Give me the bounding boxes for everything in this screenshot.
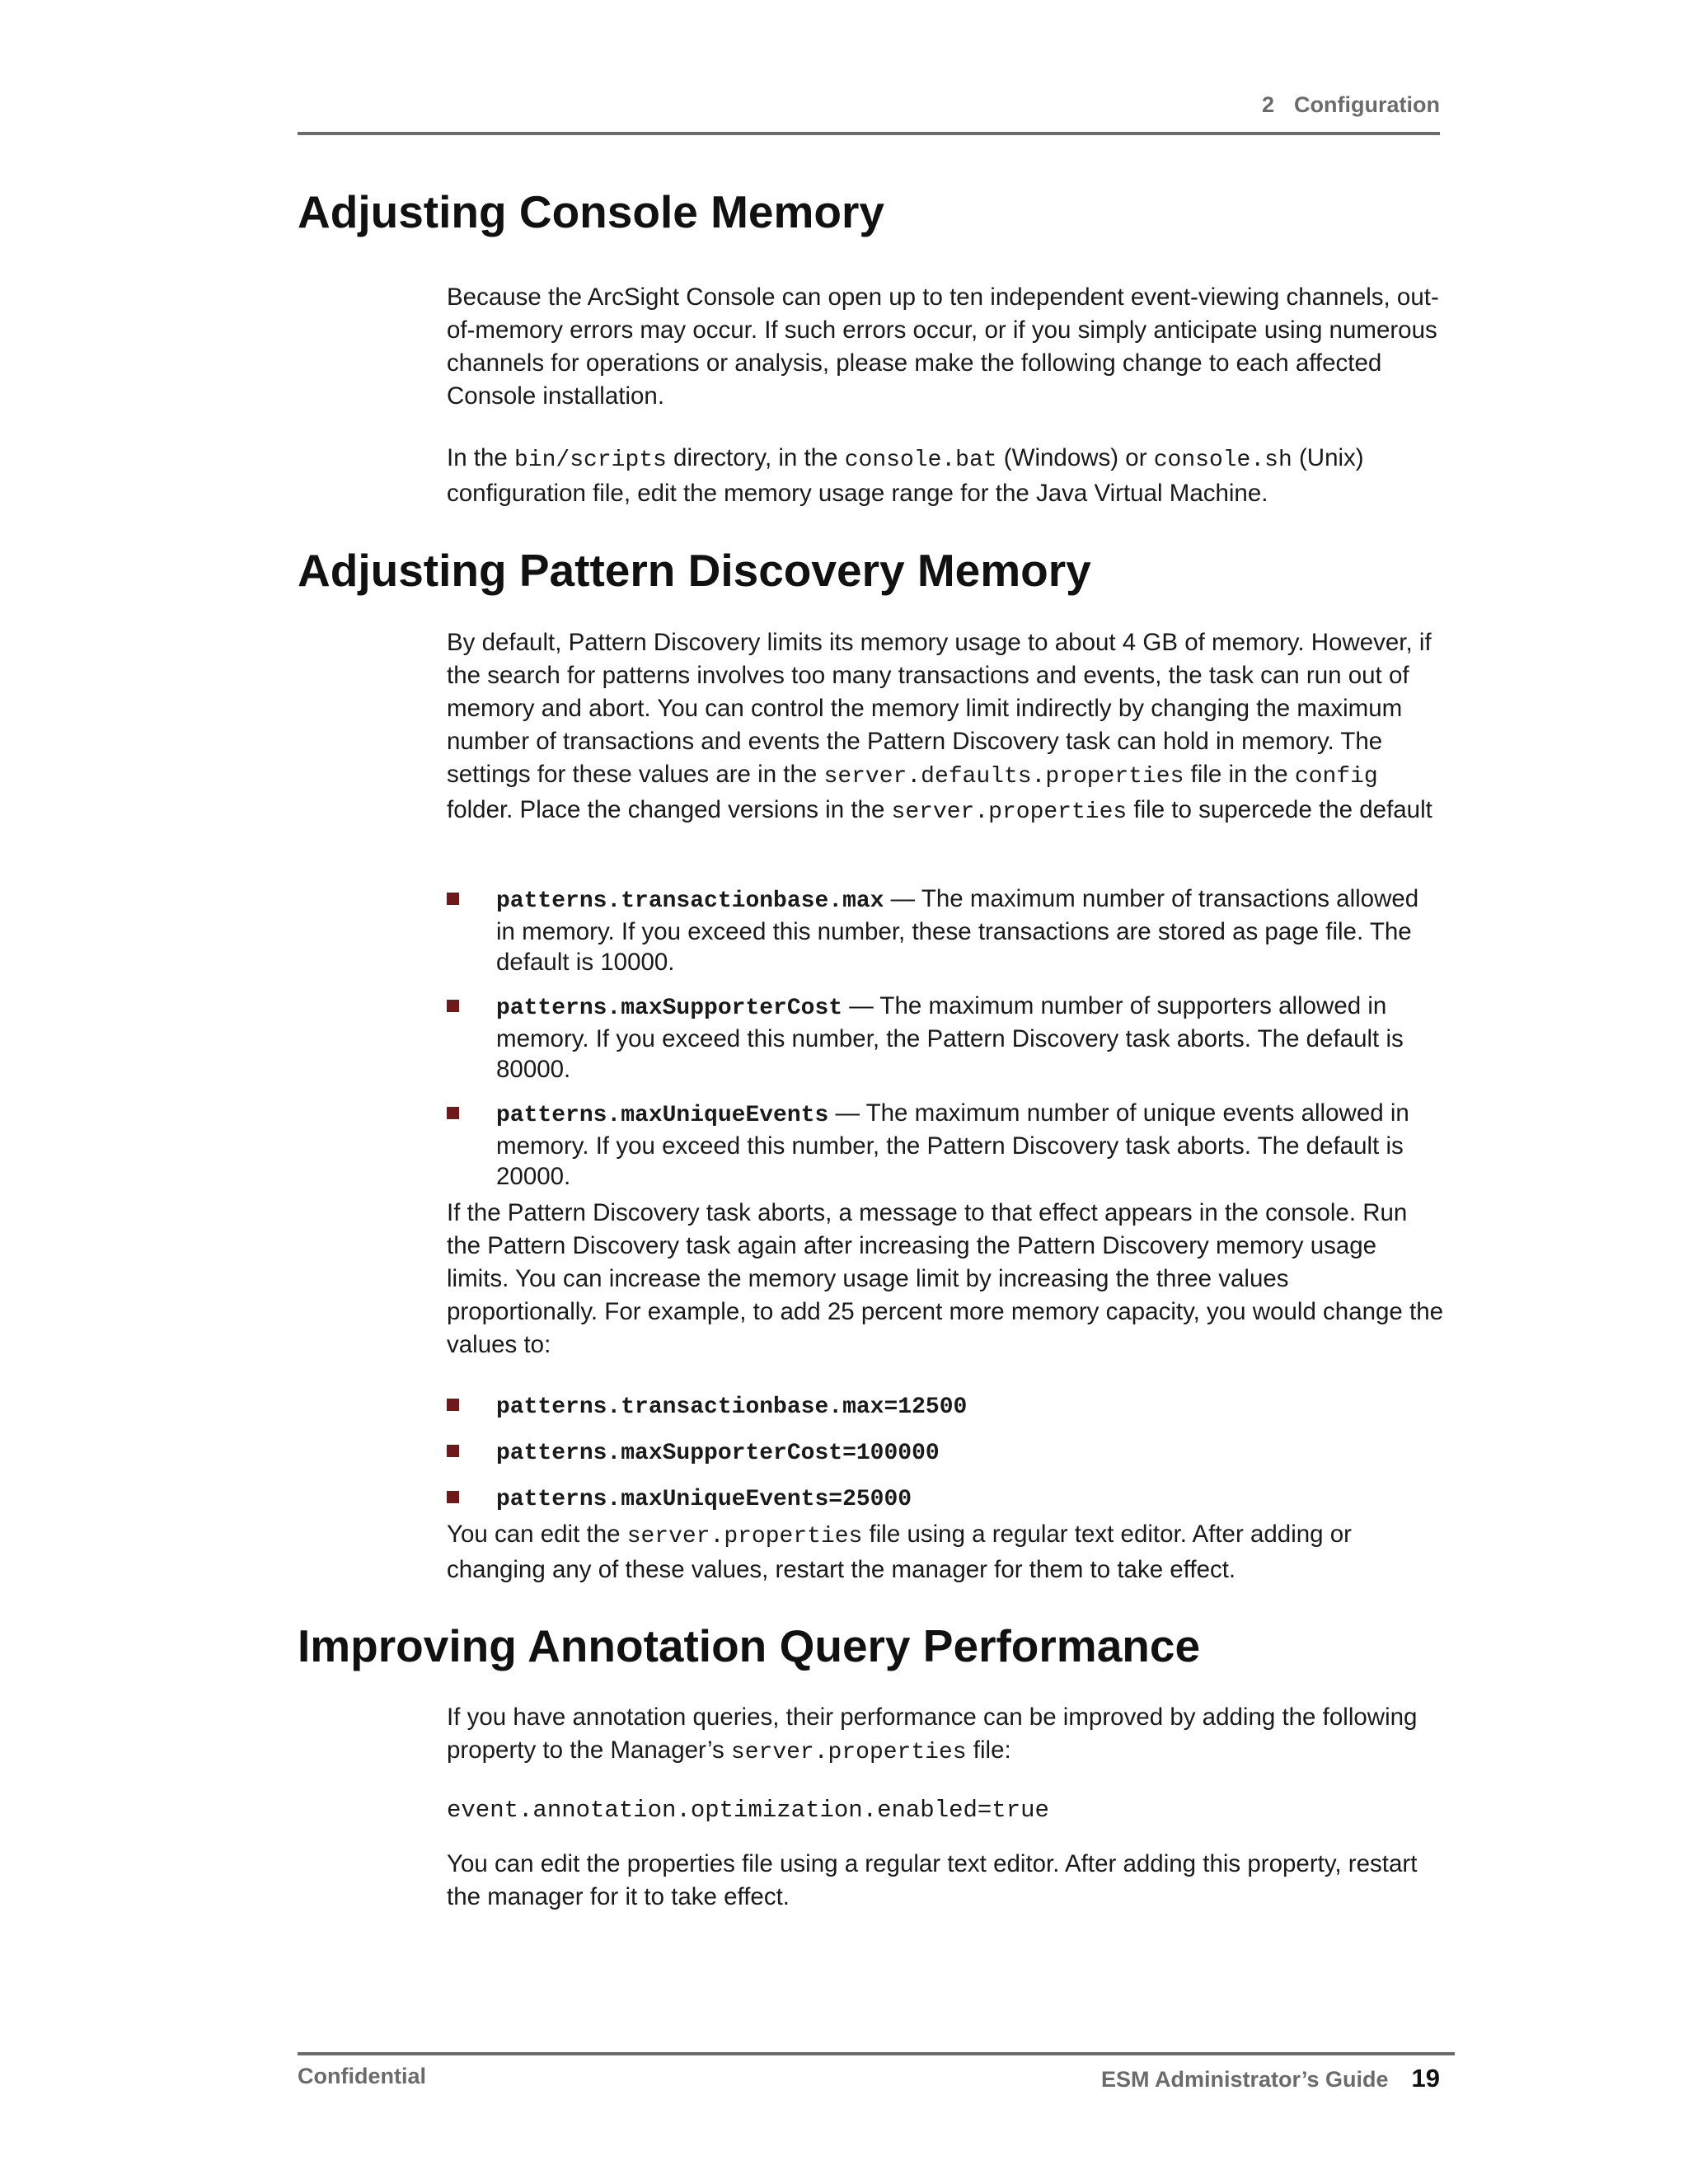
chapter-number: 2 — [1262, 92, 1275, 117]
console-memory-intro: Because the ArcSight Console can open up to ten independent event-viewing channels, out-of-memory errors may occur. If such errors occur, or if you simply anticipate using numerous channels for operations or analysis, please make the following change to each affected Console installation. — [447, 284, 1439, 410]
setting-name: patterns.transactionbase.max — [496, 888, 884, 914]
bullet-square-icon — [447, 1445, 459, 1457]
console-memory-instructions: In the bin/scripts directory, in the console.bat (Windows) or console.sh (Unix) configuration file, edit the memory usage range for the Java Virtual Machine. — [447, 444, 1364, 507]
setting-description: — The maximum number of transactions allowed in memory. If you exceed this number, these transactions are stored as page file. The default is 10000. — [496, 885, 1419, 976]
annotation-query-intro: If you have annotation queries, their performance can be improved by adding the following property to the Manager’s server.properties file: — [447, 1704, 1418, 1765]
list-item — [447, 991, 1444, 1085]
setting-name: patterns.maxUniqueEvents — [496, 1103, 829, 1128]
server-properties-edit-info: You can edit the server.properties file using a regular text editor. After adding or changing any of these values, restart the manager for them to take effect. — [447, 1521, 1352, 1583]
annotation-property-code: event.annotation.optimization.enabled=true — [447, 1797, 1049, 1824]
code-config: config — [1294, 764, 1378, 790]
bullet-square-icon — [447, 1399, 459, 1411]
code-server-properties: server.properties — [891, 799, 1128, 825]
bullet-square-icon — [447, 1491, 459, 1503]
bullet-square-icon — [447, 1000, 459, 1012]
confidential-label: Confidential — [298, 2064, 426, 2088]
page-header — [298, 92, 1440, 135]
pattern-discovery-intro: By default, Pattern Discovery limits its memory usage to about 4 GB of memory. However, if the search for patterns involves too many transactions and events, the task can run out of memory and abort. You can control the memory limit indirectly by changing the maximum number of transactions and events the Pattern Discovery task can hold in memory. The settings for these values are in the server.defaults.properties file in the config folder. Place the changed versions in the server.properties file to supercede the default — [447, 629, 1432, 825]
section-heading-console-memory: Adjusting Console Memory — [298, 186, 884, 237]
setting-value: patterns.transactionbase.max=12500 — [496, 1394, 968, 1420]
pattern-values-list — [447, 1390, 1444, 1515]
code-console-sh: console.sh — [1153, 448, 1292, 473]
code-server-properties: server.properties — [730, 1740, 967, 1765]
code-console-bat: console.bat — [844, 448, 997, 473]
list-item — [447, 883, 1444, 977]
code-bin-scripts: bin/scripts — [514, 448, 667, 473]
page-number: 19 — [1411, 2064, 1440, 2093]
pattern-discovery-abort-info: If the Pattern Discovery task aborts, a message to that effect appears in the console. Run the Pattern Discovery task again after increasing the Pattern Discovery memory usage limits. You can increase the memory usage limit by increasing the three values proportionally. For example, to add 25 percent more memory capacity, you would change the values to: — [447, 1199, 1444, 1358]
list-item — [447, 1098, 1444, 1192]
setting-value: patterns.maxUniqueEvents=25000 — [496, 1487, 912, 1512]
annotation-edit-info: You can edit the properties file using a regular text editor. After adding this property, restart the manager for it to take effect. — [447, 1850, 1418, 1910]
code-server-properties: server.properties — [626, 1524, 863, 1549]
chapter-title: Configuration — [1294, 92, 1440, 117]
chapter-heading — [1262, 92, 1440, 118]
setting-value: patterns.maxSupporterCost=100000 — [496, 1441, 940, 1466]
setting-name: patterns.maxSupporterCost — [496, 996, 843, 1021]
code-server-defaults-properties: server.defaults.properties — [823, 764, 1184, 790]
list-item — [447, 1436, 1444, 1469]
pattern-settings-list — [447, 883, 1444, 1192]
page-footer — [298, 2052, 1455, 2093]
guide-title: ESM Administrator’s Guide — [1100, 2067, 1389, 2092]
list-item — [447, 1482, 1444, 1515]
section-heading-annotation-query: Improving Annotation Query Performance — [298, 1620, 1201, 1671]
footer-guide-info — [1101, 2064, 1440, 2093]
section-heading-pattern-discovery-memory: Adjusting Pattern Discovery Memory — [298, 545, 1091, 596]
setting-description: — The maximum number of unique events allowed in memory. If you exceed this number, the Pattern Discovery task aborts. The default is 20000. — [496, 1099, 1409, 1190]
list-item — [447, 1390, 1444, 1422]
setting-description: — The maximum number of supporters allowed in memory. If you exceed this number, the Pattern Discovery task aborts. The default is 80000. — [496, 992, 1404, 1083]
bullet-square-icon — [447, 1107, 459, 1119]
bullet-square-icon — [447, 893, 459, 905]
